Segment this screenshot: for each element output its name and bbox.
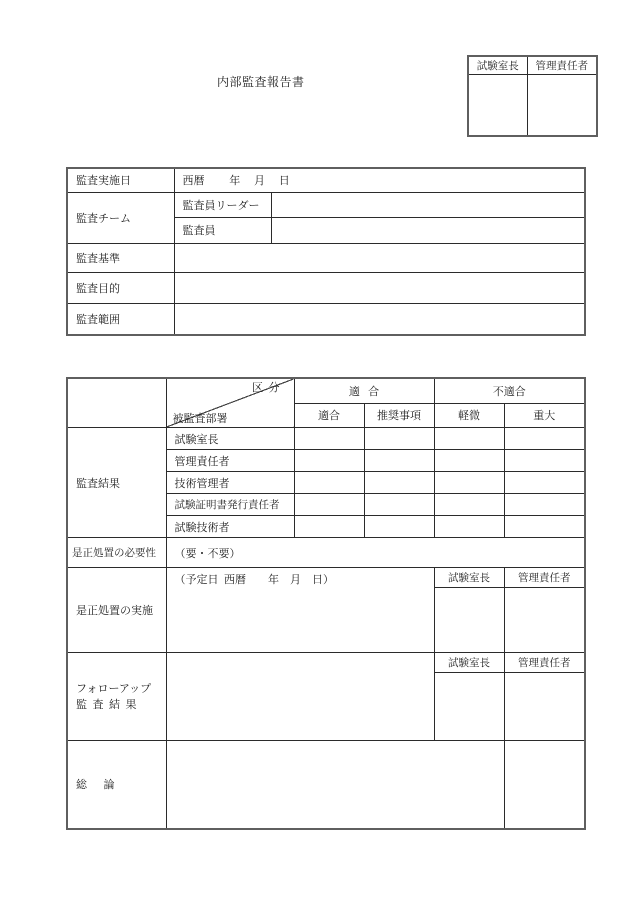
sign-header-quality-manager: 管理責任者 [504,653,585,673]
col-header-major: 重大 [504,403,585,427]
audit-purpose-value-cell [174,272,585,303]
division-label: 区 分 [252,382,280,394]
audited-dept-label: 被監査部署 [172,413,228,425]
sign-header-lab-chief: 試験室長 [434,653,504,673]
result-cell [294,450,364,472]
audit-results-section-label: 監査結果 [67,428,166,538]
page-title: 内部監査報告書 [217,75,305,89]
result-cell [434,472,504,494]
result-cell [504,494,585,516]
result-cell [294,428,364,450]
follow-up-section-label: フォローアップ 監 査 結 果 [67,653,166,741]
audit-info-table [66,167,586,336]
result-cell [294,516,364,538]
corrective-necessity-value: （要・不要） [166,538,585,568]
approval-table [467,55,598,137]
audit-date-value: 西暦 年 月 日 [174,168,585,192]
audit-criteria-label: 監査基準 [67,243,174,272]
result-cell [434,428,504,450]
approval-sign-box [468,74,527,136]
result-cell [294,472,364,494]
audit-date-label: 監査実施日 [67,168,174,192]
conclusion-content-cell [166,741,504,829]
approval-header-lab-chief: 試験室長 [468,56,527,74]
nonconform-group-header: 不適合 [434,378,585,403]
result-cell [504,428,585,450]
sign-header-quality-manager: 管理責任者 [504,568,585,588]
dept-name-cell: 試験証明書発行責任者 [166,494,294,516]
follow-up-content-cell [166,653,434,741]
team-leader-label: 監査員リーダー [174,192,271,217]
dept-name-cell: 技術管理者 [166,472,294,494]
team-member-label: 監査員 [174,217,271,243]
audit-results-table [66,377,586,830]
approval-header-quality-manager: 管理責任者 [527,56,597,74]
result-cell [504,516,585,538]
dept-name-cell: 管理責任者 [166,450,294,472]
result-cell [504,472,585,494]
result-cell [434,450,504,472]
sign-box [504,673,585,741]
result-cell [434,494,504,516]
result-cell [294,494,364,516]
col-header-recommendation: 推奨事項 [364,403,434,427]
corrective-implementation-label: 是正処置の実施 [67,568,166,653]
conclusion-label: 総 論 [67,741,166,829]
col-header-conform: 適合 [294,403,364,427]
conclusion-side-cell [504,741,585,829]
sign-box [504,588,585,653]
result-cell [364,472,434,494]
audit-scope-label: 監査範囲 [67,303,174,335]
result-cell [434,516,504,538]
corrective-necessity-label: 是正処置の必要性 [67,538,166,568]
matrix-corner-empty-cell [67,378,166,428]
conform-group-header: 適 合 [294,378,434,403]
sign-box [434,588,504,653]
matrix-diagonal-header-cell [166,378,294,428]
audit-scope-value-cell [174,303,585,335]
team-member-value-cell [271,217,585,243]
approval-sign-box [527,74,597,136]
sign-header-lab-chief: 試験室長 [434,568,504,588]
result-cell [364,494,434,516]
result-cell [364,450,434,472]
audit-purpose-label: 監査目的 [67,272,174,303]
dept-name-cell: 試験室長 [166,428,294,450]
col-header-minor: 軽微 [434,403,504,427]
result-cell [504,450,585,472]
result-cell [364,428,434,450]
team-leader-value-cell [271,192,585,217]
audit-criteria-value-cell [174,243,585,272]
result-cell [364,516,434,538]
dept-name-cell: 試験技術者 [166,516,294,538]
sign-box [434,673,504,741]
audit-team-label: 監査チーム [67,192,174,243]
corrective-implementation-content-cell: （予定日 西暦 年 月 日） [166,568,434,653]
